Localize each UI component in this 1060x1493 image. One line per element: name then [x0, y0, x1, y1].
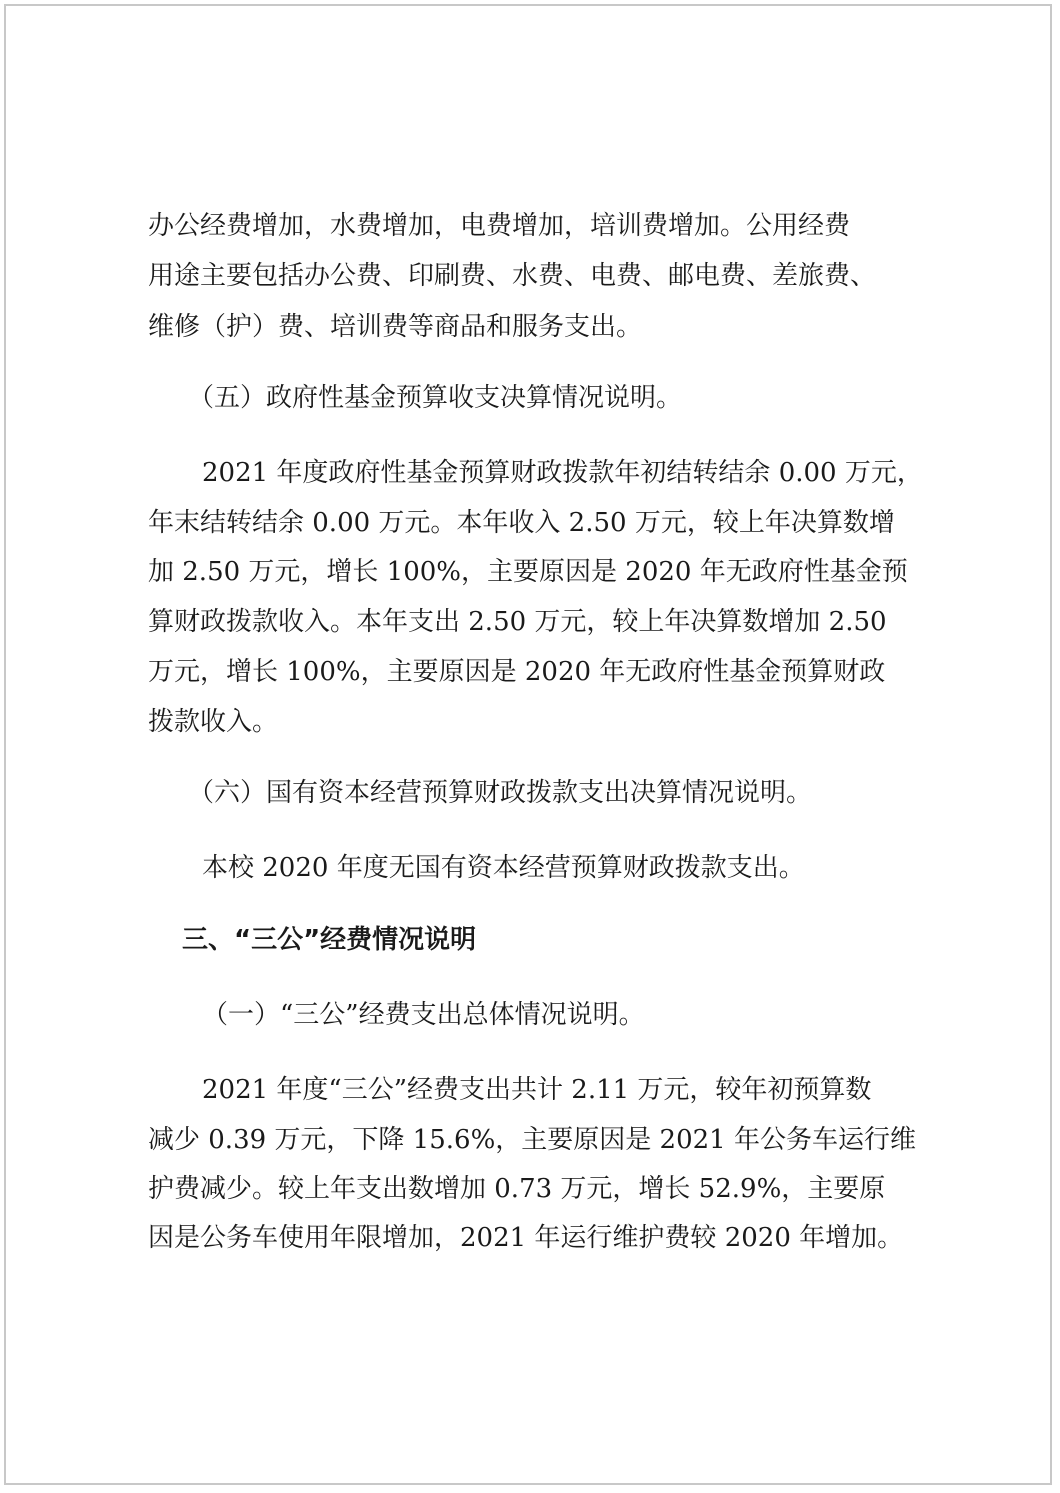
paragraph-line: 万元，增长 100%，主要原因是 2020 年无政府性基金预算财政 [148, 657, 886, 687]
paragraph-line: 维修（护）费、培训费等商品和服务支出。 [148, 312, 643, 342]
paragraph-line: 年末结转结余 0.00 万元。本年收入 2.50 万元，较上年决算数增 [148, 508, 895, 538]
paragraph-line: 护费减少。较上年支出数增加 0.73 万元，增长 52.9%，主要原 [148, 1174, 886, 1204]
subsection-heading-6: （六）国有资本经营预算财政拨款支出决算情况说明。 [188, 778, 813, 808]
paragraph-line: 拨款收入。 [148, 707, 279, 737]
document-page [4, 4, 1052, 1485]
paragraph-line: 2021 年度政府性基金预算财政拨款年初结转结余 0.00 万元， [202, 458, 923, 488]
paragraph-line: 本校 2020 年度无国有资本经营预算财政拨款支出。 [202, 853, 805, 883]
paragraph-line: 2021 年度“三公”经费支出共计 2.11 万元，较年初预算数 [202, 1075, 872, 1105]
subsection-heading-1: （一）“三公”经费支出总体情况说明。 [202, 1000, 645, 1030]
paragraph-line: 用途主要包括办公费、印刷费、水费、电费、邮电费、差旅费、 [148, 261, 877, 291]
paragraph-line: 算财政拨款收入。本年支出 2.50 万元，较上年决算数增加 2.50 [148, 607, 887, 637]
paragraph-line: 办公经费增加，水费增加，电费增加，培训费增加。公用经费 [148, 211, 851, 241]
paragraph-line: 因是公务车使用年限增加，2021 年运行维护费较 2020 年增加。 [148, 1223, 904, 1253]
paragraph-line: 加 2.50 万元，增长 100%，主要原因是 2020 年无政府性基金预 [148, 557, 908, 587]
subsection-heading-5: （五）政府性基金预算收支决算情况说明。 [188, 383, 683, 413]
section-title: 三、“三公”经费情况说明 [182, 925, 477, 955]
paragraph-line: 减少 0.39 万元，下降 15.6%，主要原因是 2021 年公务车运行维 [148, 1125, 916, 1155]
